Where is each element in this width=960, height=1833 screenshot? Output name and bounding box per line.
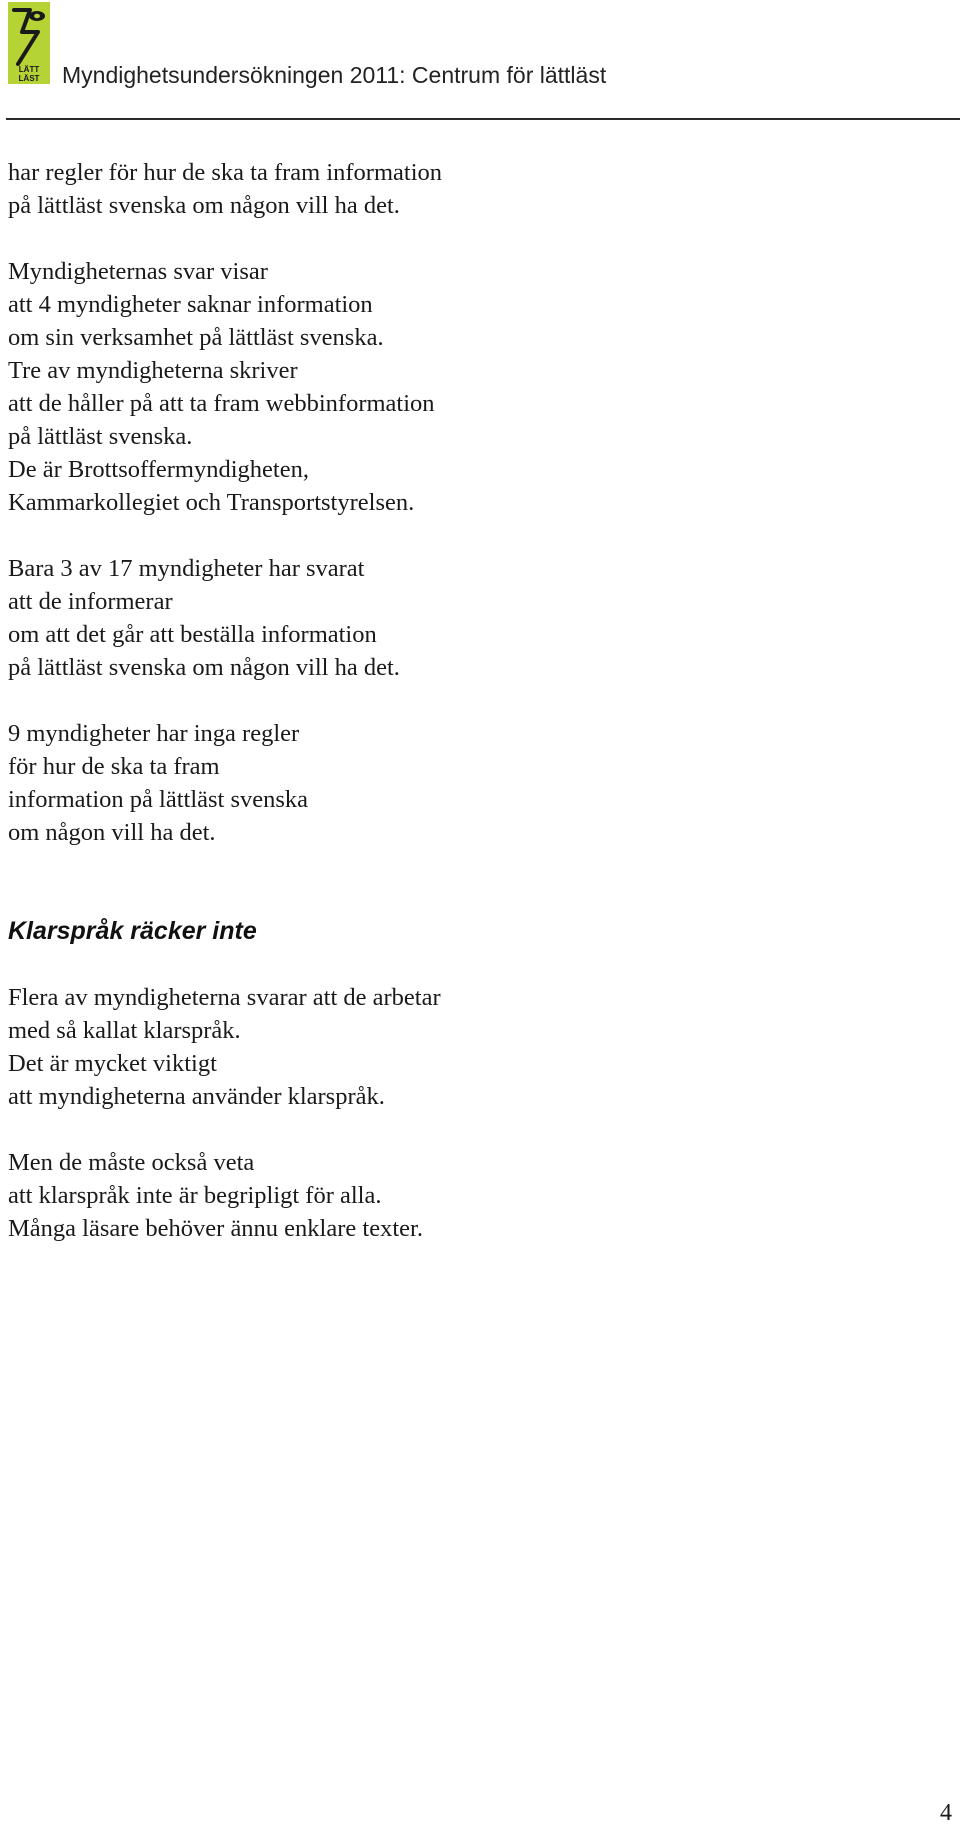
latt-last-logo-icon <box>8 2 50 84</box>
text-line: Tre av myndigheterna skriver <box>8 357 298 384</box>
text-line: på lättläst svenska om någon vill ha det. <box>8 192 400 219</box>
text-line: Många läsare behöver ännu enklare texter. <box>8 1215 423 1242</box>
paragraph-spacer <box>8 1113 908 1146</box>
paragraph-spacer <box>8 948 908 981</box>
text-line: har regler för hur de ska ta fram information <box>8 159 443 186</box>
text-line: att klarspråk inte är begripligt för alla. <box>8 1182 382 1209</box>
text-line: Myndigheternas svar visar <box>8 258 268 285</box>
text-line: Men de måste också veta <box>8 1149 255 1176</box>
section-heading: Klarspråk räcker inte <box>8 917 257 945</box>
text-line: De är Brottsoffermyndigheten, <box>8 456 309 483</box>
text-line: om att det går att beställa information <box>8 621 377 648</box>
text-line: Flera av myndigheterna svarar att de arbetar <box>8 984 441 1011</box>
paragraph-spacer <box>8 684 908 717</box>
text-line: 9 myndigheter har inga regler <box>8 720 300 747</box>
logo-text-top: LÄTT <box>18 65 40 74</box>
paragraph <box>8 255 908 519</box>
paragraph <box>8 1146 908 1245</box>
text-line: Det är mycket viktigt <box>8 1050 217 1077</box>
paragraph-spacer <box>8 519 908 552</box>
text-line: att myndigheterna använder klarspråk. <box>8 1083 385 1110</box>
paragraph <box>8 156 908 222</box>
text-line: om någon vill ha det. <box>8 819 216 846</box>
header-divider <box>6 118 960 120</box>
paragraph-spacer <box>8 222 908 255</box>
text-line: med så kallat klarspråk. <box>8 1017 241 1044</box>
text-line: på lättläst svenska. <box>8 423 193 450</box>
text-line: att de informerar <box>8 588 173 615</box>
text-line: på lättläst svenska om någon vill ha det. <box>8 654 400 681</box>
text-line: Bara 3 av 17 myndigheter har svarat <box>8 555 365 582</box>
paragraph <box>8 717 908 849</box>
page-number: 4 <box>940 1800 952 1826</box>
text-line: för hur de ska ta fram <box>8 753 220 780</box>
logo-text-bottom: LÄST <box>18 74 40 83</box>
paragraph <box>8 552 908 684</box>
text-line: att de håller på att ta fram webbinformation <box>8 390 435 417</box>
text-line: information på lättläst svenska <box>8 786 309 813</box>
text-line: om sin verksamhet på lättläst svenska. <box>8 324 384 351</box>
header-title: Myndighetsundersökningen 2011: Centrum för lättläst <box>62 62 607 88</box>
text-line: att 4 myndigheter saknar information <box>8 291 373 318</box>
paragraph <box>8 981 908 1113</box>
document-body <box>8 156 908 1245</box>
text-line: Kammarkollegiet och Transportstyrelsen. <box>8 489 415 516</box>
section-spacer <box>8 849 908 915</box>
page-header <box>0 0 960 122</box>
